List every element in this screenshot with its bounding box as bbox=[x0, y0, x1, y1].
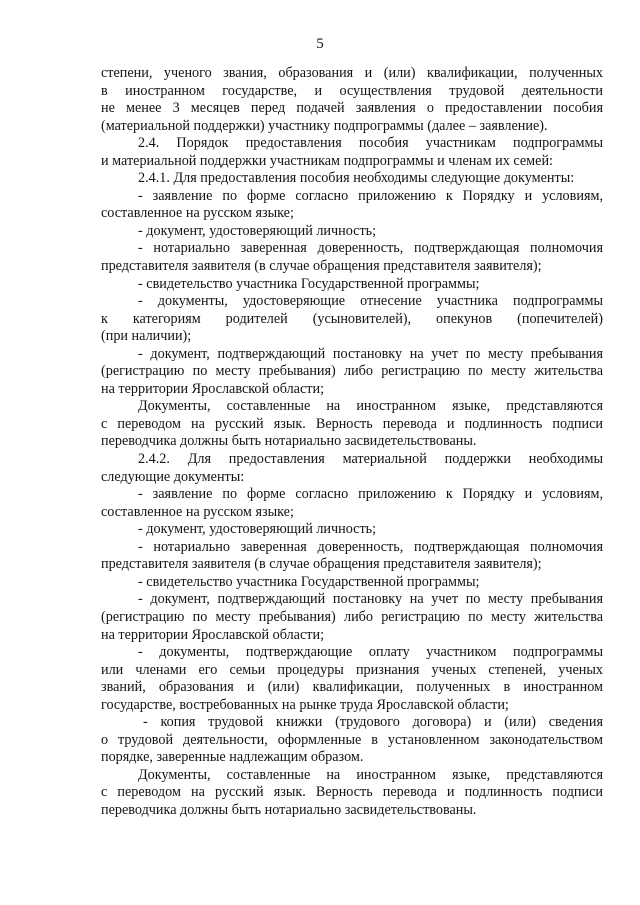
text-line: (материальной поддержки) участнику подпрограммы (далее – заявление). bbox=[101, 117, 548, 134]
text-line: Документы, составленные на иностранном языке, представляются bbox=[138, 398, 603, 415]
text-line: - заявление по форме согласно приложению к Порядку и условиям, bbox=[138, 187, 603, 204]
text-line: - документ, удостоверяющий личность; bbox=[138, 521, 377, 538]
text-line: или членами его семьи процедуры признания ученых степеней, ученых bbox=[101, 661, 603, 678]
text-line: следующие документы: bbox=[101, 468, 245, 485]
text-line: с переводом на русский язык. Верность перевода и подлинность подписи bbox=[101, 415, 603, 432]
page-number: 5 bbox=[316, 36, 324, 52]
text-line: - документы, удостоверяющие отнесение участника подпрограммы bbox=[138, 293, 603, 310]
text-line: к категориям родителей (усыновителей), опекунов (попечителей) bbox=[101, 310, 603, 327]
text-line: составленное на русском языке; bbox=[101, 205, 294, 222]
text-line: переводчика должны быть нотариально засвидетельствованы. bbox=[101, 433, 477, 450]
text-line: (при наличии); bbox=[101, 328, 192, 345]
text-line: - нотариально заверенная доверенность, подтверждающая полномочия bbox=[138, 240, 603, 257]
document-body bbox=[101, 65, 603, 820]
text-line: - копия трудовой книжки (трудового договора) и (или) сведения bbox=[143, 714, 603, 731]
text-line: представителя заявителя (в случае обращения представителя заявителя); bbox=[101, 556, 542, 573]
text-line: Документы, составленные на иностранном языке, представляются bbox=[138, 766, 603, 783]
text-line: - документ, подтверждающий постановку на учет по месту пребывания bbox=[138, 345, 603, 362]
text-line: порядке, заверенные надлежащим образом. bbox=[101, 749, 364, 766]
text-line: не менее 3 месяцев перед подачей заявления о предоставлении пособия bbox=[101, 100, 603, 117]
text-line: - документ, удостоверяющий личность; bbox=[138, 222, 377, 239]
text-line: званий, образования и (или) квалификации, полученных в иностранном bbox=[101, 679, 603, 696]
text-line: - документ, подтверждающий постановку на учет по месту пребывания bbox=[138, 591, 603, 608]
text-line: 2.4.2. Для предоставления материальной поддержки необходимы bbox=[138, 451, 603, 468]
text-line: с переводом на русский язык. Верность перевода и подлинность подписи bbox=[101, 784, 603, 801]
text-line: - документы, подтверждающие оплату участником подпрограммы bbox=[138, 644, 603, 661]
text-line: - нотариально заверенная доверенность, подтверждающая полномочия bbox=[138, 538, 603, 555]
text-line: 2.4.1. Для предоставления пособия необходимы следующие документы: bbox=[138, 170, 575, 187]
text-line: на территории Ярославской области; bbox=[101, 380, 325, 397]
text-line: степени, ученого звания, образования и (или) квалификации, полученных bbox=[101, 65, 603, 81]
text-line: (регистрацию по месту пребывания) либо регистрацию по месту жительства bbox=[101, 363, 603, 380]
text-line: представителя заявителя (в случае обращения представителя заявителя); bbox=[101, 258, 542, 275]
text-line: государстве, востребованных на рынке труда Ярославской области; bbox=[101, 696, 509, 713]
text-line: (регистрацию по месту пребывания) либо регистрацию по месту жительства bbox=[101, 608, 603, 625]
text-line: о трудовой деятельности, оформленные в установленном законодательством bbox=[101, 731, 603, 748]
text-line: 2.4. Порядок предоставления пособия участникам подпрограммы bbox=[138, 135, 603, 152]
text-line: переводчика должны быть нотариально засвидетельствованы. bbox=[101, 801, 477, 818]
text-line: в иностранном государстве, и осуществления трудовой деятельности bbox=[101, 82, 603, 99]
text-line: - свидетельство участника Государственной программы; bbox=[138, 275, 480, 292]
text-line: и материальной поддержки участникам подпрограммы и членам их семей: bbox=[101, 152, 553, 169]
text-line: - свидетельство участника Государственной программы; bbox=[138, 573, 480, 590]
text-line: составленное на русском языке; bbox=[101, 503, 294, 520]
text-line: - заявление по форме согласно приложению к Порядку и условиям, bbox=[138, 486, 603, 503]
text-line: на территории Ярославской области; bbox=[101, 626, 325, 643]
